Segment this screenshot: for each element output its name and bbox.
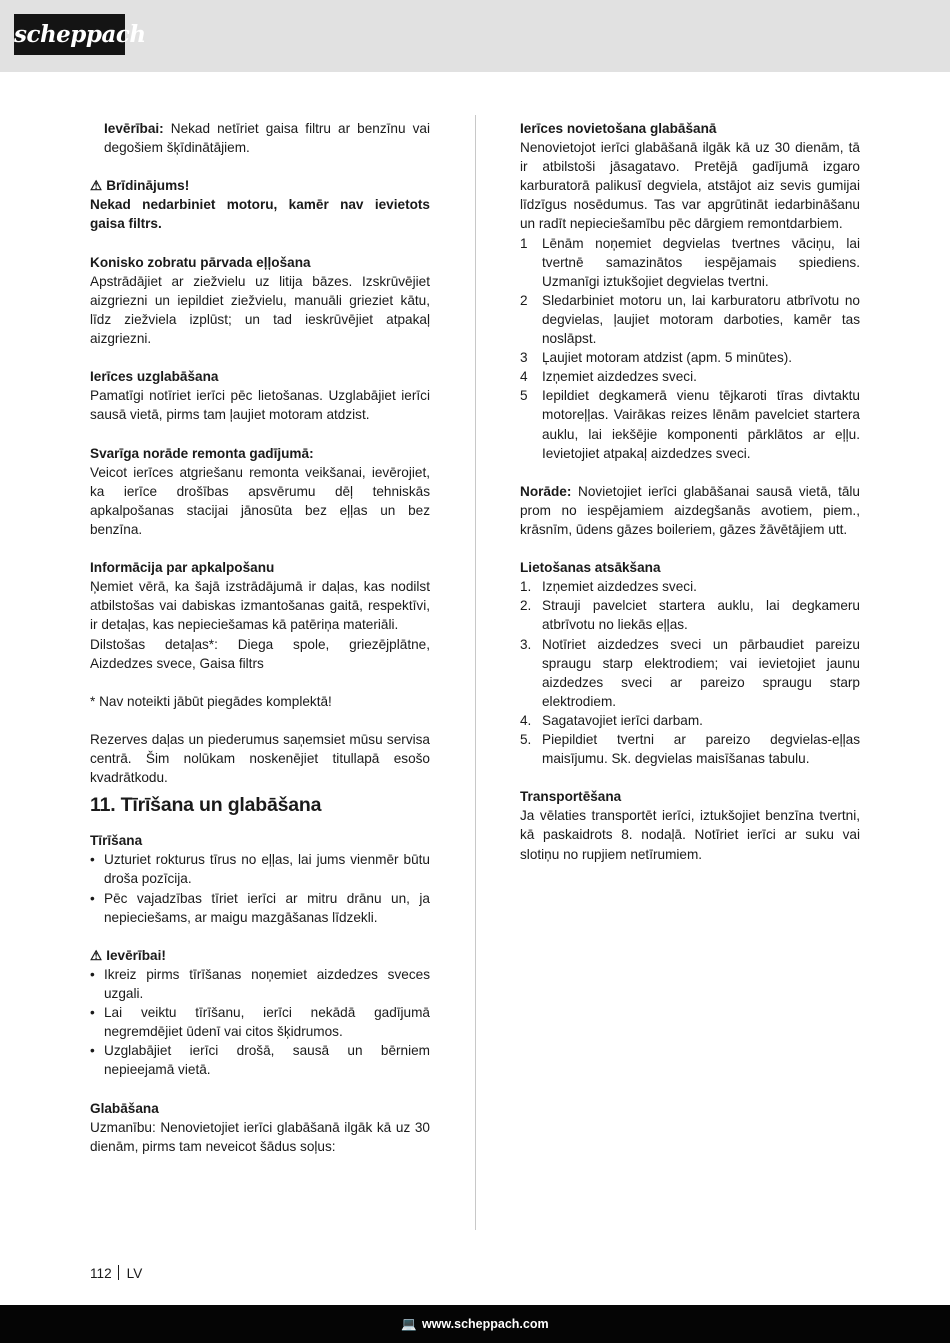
air-filter-note: Ievērībai: Nekad netīriet gaisa filtru ar benzīnu vai degošiem šķīdinātājiem. [104,121,430,156]
warning-text: Nekad nedarbiniet motoru, kamēr nav ievietots gaisa filtrs. [90,197,430,232]
resume-use-steps [520,577,860,768]
computer-icon: 💻 [401,1317,417,1331]
list-item: • Uzturiet rokturus tīrus no eļļas, lai jums vienmēr būtu droša pozīcija. [90,852,430,887]
list-item: • Uzglabājiet ierīci drošā, sausā un bērniem nepieejamā vietā. [90,1043,430,1078]
right-column [520,119,860,864]
spare-parts-text: Rezerves daļas un piederumus saņemsiet mūsu servisa centrā. Šim nolūkam noskenējiet titullapā esošo kvadrātkodu. [90,732,430,786]
long-storage-heading: Ierīces novietošana glabāšanā [520,121,717,136]
list-item: 2 Sledarbiniet motoru un, lai karburatoru atbrīvotu no degvielas, ļaujiet motoram darboties, kamēr tas noslāpst. [520,292,860,347]
header-bar [0,0,950,72]
section-heading: 11. Tīrīšana un glabāšana [90,794,322,817]
list-item: 1 Lēnām noņemiet degvielas tvertnes vāciņu, lai tvertnē samazinātos iespējamais spiediens. Uzmanīgi iztukšojiet degvielas tvertni. [520,235,860,289]
transport-heading: Transportēšana [520,789,622,805]
language-code: LV [126,1266,143,1281]
column-divider [475,115,476,1230]
warning-heading: ⚠ Brīdinājums! [90,176,430,195]
left-column [90,119,430,1156]
attention-list [90,965,430,1080]
list-item: 5 Iepildiet degkamerā vienu tējkaroti tīras divtaktu motoreļļas. Vairākas reizes lēnām pavelciet startera auklu, lai iekšējie komponenti pārklātos ar eļļu. Ievietojiet atpakaļ aizdedzes sveci. [520,388,860,461]
warning-triangle-icon: ⚠ [90,947,103,963]
gear-lubrication-text: Apstrādājiet ar ziežvielu uz litija bāzes. Izskrūvējiet aizgriezni un iepildiet ziežvielu, manuāli grieziet kātu, līdz ziežviela izplūst; un tad ieskrūvējiet atpakaļ aizgriezni. [90,273,430,347]
service-info-heading: Informācija par apkalpošanu [90,560,275,576]
list-item: • Lai veiktu tīrīšanu, ierīci nekādā gadījumā negremdējiet ūdenī vai citos šķidrumos. [90,1005,430,1040]
list-item: 4. Sagatavojiet ierīci darbam. [520,712,703,728]
attention-heading: ⚠ Ievērībai! [90,946,430,965]
storage-heading: Glabāšana [90,1100,159,1116]
cleaning-list [90,850,430,926]
list-item: 4 Izņemiet aizdedzes sveci. [520,369,697,385]
list-item: 3. Notīriet aizdedzes sveci un pārbaudiet pareizu spraugu starp elektrodiem; vai ievietojiet jaunu aizdedzes sveci ar pareizo spraugu starp elektrodiem. [520,636,860,709]
list-item: 5. Piepildiet tvertni ar pareizo degvielas-eļļas maisījumu. Sk. degvielas maisīšanas tabulu. [520,732,860,767]
long-storage-steps [520,234,860,463]
list-item: 1. Izņemiet aizdedzes sveci. [520,579,697,595]
brand-logo: scheppach [14,14,125,55]
transport-text: Ja vēlaties transportēt ierīci, iztukšojiet benzīna tvertni, kā paskaidrots 8. nodaļā. Notīriet ierīci ar suku vai slotiņu no rupjiem netīrumiem. [520,808,860,862]
page-footer [90,1265,142,1281]
cleaning-heading: Tīrīšana [90,833,143,849]
device-storage-heading: Ierīces uzglabāšana [90,369,219,385]
resume-use-heading: Lietošanas atsākšana [520,560,661,576]
footer-bar [0,1305,950,1343]
device-storage-text: Pamatīgi notīriet ierīci pēc lietošanas. Uzglabājiet ierīci sausā vietā, pirms tam ļaujiet motoram atdzist. [90,388,430,423]
page-number: 112 [90,1266,112,1281]
repair-note-text: Veicot ierīces atgriešanu remonta veikšanai, ievērojiet, ka ierīce drošības apsvērumu dēļ tehniskās apkalpošanas stacijai jānosūta bez eļļas un bez benzīna. [90,464,430,537]
delivery-footnote: * Nav noteikti jābūt piegādes komplektā! [90,693,332,709]
list-item: 2. Strauji pavelciet startera auklu, lai degkameru atbrīvotu no liekās eļļas. [520,598,860,633]
wear-parts-text: Dilstošas detaļas*: Diega spole, griezējplātne, Aizdedzes svece, Gaisa filtrs [90,636,430,671]
service-info-text: Ņemiet vērā, ka šajā izstrādājumā ir daļas, kas nodilst atbilstošas vai dabiskas izmantošanas gaitā, respektīvi, ir detaļas, kas nepieciešamas kā patēriņa materiāli. [90,579,430,633]
storage-text: Uzmanību: Nenovietojiet ierīci glabāšanā ilgāk kā uz 30 dienām, pirms tam neveicot šādus soļus: [90,1119,430,1154]
gear-lubrication-heading: Konisko zobratu pārvada eļļošana [90,254,311,270]
list-item: • Pēc vajadzības tīriet ierīci ar mitru drānu un, ja nepieciešams, ar maigu mazgāšanas līdzekli. [90,890,430,925]
website-link[interactable]: www.scheppach.com [421,1317,549,1331]
storage-location-note: Norāde: Novietojiet ierīci glabāšanai sausā vietā, tālu prom no iespējamiem aizdegšanās avotiem, piem., krāsnīm, ūdens gāzes boileriem, gāzes žāvētājiem utt. [520,483,860,537]
long-storage-text: Nenovietojot ierīci glabāšanā ilgāk kā uz 30 dienām, tā ir atbilstoši jāsagatavo. Pretējā gadījumā izgaro karburatorā palikusī degviela, atstājot aiz sevis gumijai līdzīgus nosēdumus. Tas var apgrūtināt iedarbināšanu un radīt nepieciešamību pēc dārgiem remontdarbiem. [520,140,860,232]
list-item: • Ikreiz pirms tīrīšanas noņemiet aizdedzes sveces uzgali. [90,966,430,1002]
warning-triangle-icon: ⚠ [90,178,103,194]
repair-note-heading: Svarīga norāde remonta gadījumā: [90,445,314,461]
list-item: 3 Ļaujiet motoram atdzist (apm. 5 minūtes). [520,350,793,366]
